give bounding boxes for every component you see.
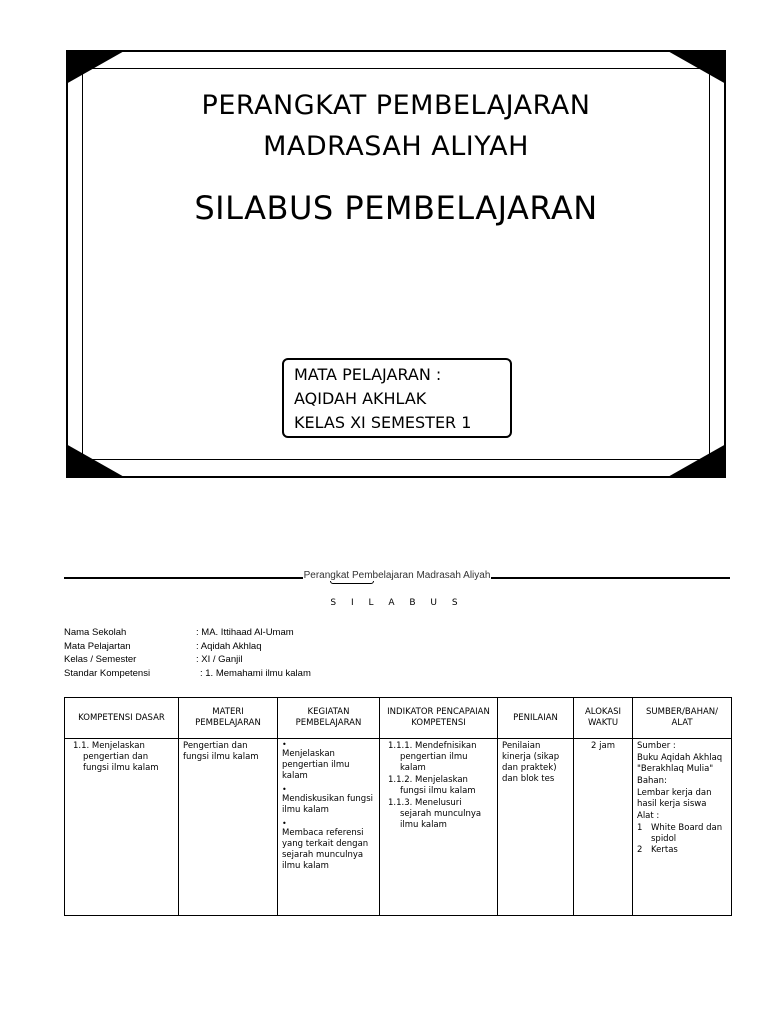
col-header-kd: KOMPETENSI DASAR xyxy=(65,698,179,739)
kd-text: 1.1. Menjelaskan pengertian dan fungsi ilmu kalam xyxy=(73,741,159,773)
alat-item xyxy=(637,823,727,845)
alat-number: 2 xyxy=(637,845,643,855)
info-row xyxy=(64,640,311,654)
cell-indikator xyxy=(380,739,498,916)
cover-title-main: SILABUS PEMBELAJARAN xyxy=(194,189,598,227)
subject-name: AQIDAH AKHLAK xyxy=(294,389,427,408)
alat-text: Kertas xyxy=(651,845,678,855)
alat-number: 1 xyxy=(637,823,643,833)
col-header-indikator: INDIKATOR PENCAPAIAN KOMPETENSI xyxy=(380,698,498,739)
list-item xyxy=(282,820,375,872)
penilaian-text: Penilaian kinerja (sikap dan praktek) dan blok tes xyxy=(502,741,560,784)
alat-item xyxy=(637,845,727,856)
alat-label: Alat : xyxy=(637,811,660,821)
kegiatan-item: Mendiskusikan fungsi ilmu kalam xyxy=(282,794,373,815)
cell-kd xyxy=(65,739,179,916)
info-label: Mata Pelajartan xyxy=(64,640,131,652)
col-header-materi: MATERI PEMBELAJARAN xyxy=(179,698,278,739)
subject-box xyxy=(282,358,512,438)
alat-text: White Board dan spidol xyxy=(651,823,723,844)
kegiatan-item: Membaca referensi yang terkait dengan sejarah munculnya ilmu kalam xyxy=(282,828,369,871)
cell-kegiatan xyxy=(278,739,380,916)
kegiatan-item: Menjelaskan pengertian ilmu kalam xyxy=(282,749,350,781)
cover-title-line2: MADRASAH ALIYAH xyxy=(263,131,529,162)
cover-title-line1: PERANGKAT PEMBELAJARAN xyxy=(201,90,591,121)
col-header-kegiatan: KEGIATAN PEMBELAJARAN xyxy=(278,698,380,739)
col-header-sumber: SUMBER/BAHAN/ ALAT xyxy=(633,698,732,739)
class-semester: KELAS XI SEMESTER 1 xyxy=(294,413,472,432)
bahan-label: Bahan: xyxy=(637,776,667,786)
subject-label: MATA PELAJARAN : xyxy=(294,365,442,384)
document-title: S I L A B U S xyxy=(330,598,464,608)
bahan-value: Lembar kerja dan hasil kerja siswa xyxy=(637,788,712,809)
sumber-label: Sumber : xyxy=(637,741,676,751)
indikator-item: 1.1.2. Menjelaskan fungsi ilmu kalam xyxy=(388,775,476,796)
info-value: : 1. Memahami ilmu kalam xyxy=(200,667,311,679)
table-row xyxy=(65,739,732,916)
cell-alokasi xyxy=(574,739,633,916)
info-row xyxy=(64,626,311,640)
bullet-icon: • xyxy=(282,740,287,749)
corner-ornament xyxy=(710,442,726,478)
corner-ornament xyxy=(710,50,726,86)
info-row xyxy=(64,653,311,667)
info-value: : MA. Ittihaad Al-Umam xyxy=(196,627,294,638)
alokasi-text: 2 jam xyxy=(591,741,615,751)
info-value: : Aqidah Akhlaq xyxy=(196,640,262,652)
bullet-icon: • xyxy=(282,785,287,794)
info-label: Standar Kompetensi xyxy=(64,667,151,679)
info-label: Nama Sekolah xyxy=(64,627,127,638)
syllabus-table xyxy=(64,697,732,916)
info-label: Kelas / Semester xyxy=(64,654,137,665)
col-header-penilaian: PENILAIAN xyxy=(498,698,574,739)
cell-penilaian xyxy=(498,739,574,916)
info-row xyxy=(64,667,311,681)
indikator-item: 1.1.1. Mendefnisikan pengertian ilmu kalam xyxy=(388,741,477,773)
table-header-row xyxy=(65,698,732,739)
bullet-icon: • xyxy=(282,819,287,828)
corner-ornament xyxy=(66,50,82,86)
materi-text: Pengertian dan fungsi ilmu kalam xyxy=(183,741,259,762)
cell-sumber xyxy=(633,739,732,916)
indikator-item: 1.1.3. Menelusuri sejarah munculnya ilmu kalam xyxy=(388,798,482,830)
info-value: : XI / Ganjil xyxy=(196,654,243,665)
sumber-value: Buku Aqidah Akhlaq "Berakhlaq Mulia" xyxy=(637,753,723,774)
list-item xyxy=(282,741,375,782)
info-block xyxy=(64,626,311,680)
cell-materi xyxy=(179,739,278,916)
corner-ornament xyxy=(66,442,82,478)
list-item xyxy=(282,786,375,816)
page-header xyxy=(0,570,768,582)
page-header-text: Perangkat Pembelajaran Madrasah Aliyah xyxy=(303,570,491,581)
col-header-alokasi: ALOKASI WAKTU xyxy=(574,698,633,739)
